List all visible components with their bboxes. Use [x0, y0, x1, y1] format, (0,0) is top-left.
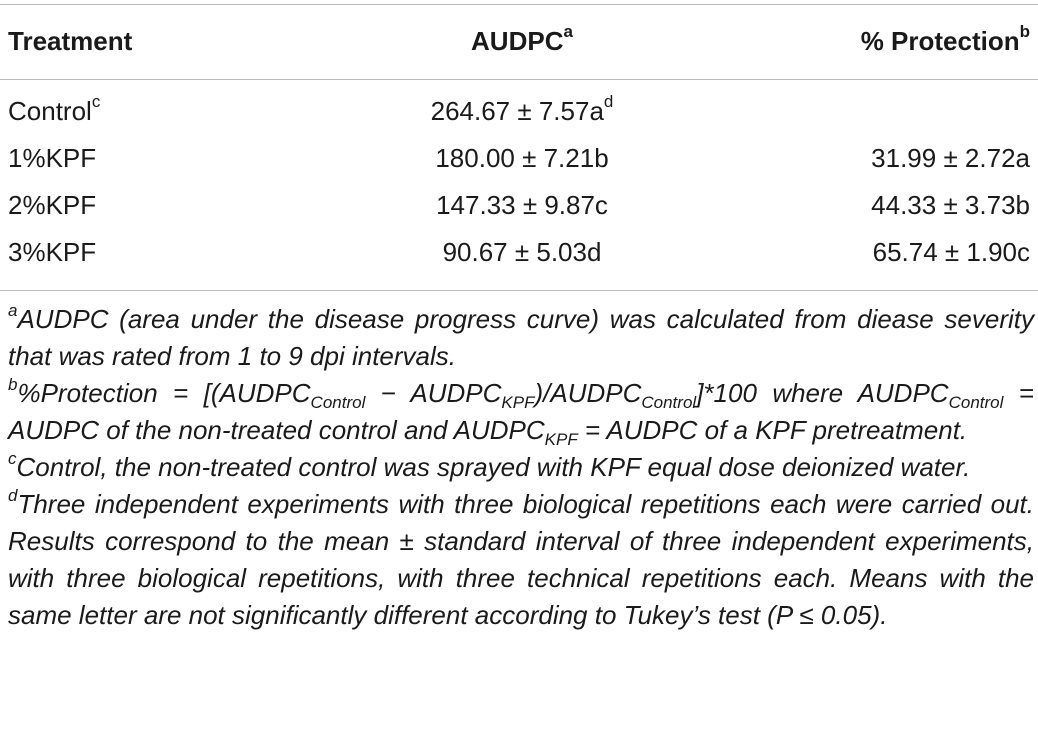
header-rule — [0, 79, 1038, 80]
table-row-control-audpc: $264.67 \pm 7.57a^d$ — [430, 92, 614, 126]
footnote-a-mark: a — [8, 301, 18, 321]
table-row-2kpf-treatment: 2%KPF — [8, 190, 97, 220]
table-row-3kpf-audpc: 90.67 ± 5.03d — [442, 237, 602, 267]
audpc-footnote-mark: d — [603, 92, 614, 112]
table-top-rule — [0, 4, 1038, 5]
footnote-b: $^b$%Protection = [($AUDPC_{Control}$ − $AUDPC_{KPF})/AUDPC_{Control}]*100$ where $AUDPC_{Control}$ = AUDPC of the non-treated control and $AUDPC_{KPF}$ = AUDPC of a KPF pretreatment. — [8, 375, 1034, 450]
table-row-control-treatment: Control$^c$ — [8, 92, 101, 126]
footnote-d-text: Three independent experiments with three biological repetitions each were carried out. Results correspond to the mean ± standard interval of three independent experiments, with three biological repetitions, with three technical repetitions each. Means with the same letter are not significantly different according to Tukey’s test (P ≤ 0.05). — [8, 489, 1034, 630]
table-row-3kpf-treatment: 3%KPF — [8, 237, 97, 267]
table-row-1kpf-audpc: 180.00 ± 7.21b — [435, 143, 609, 173]
control-footnote-mark: c — [91, 92, 101, 112]
header-protection: % Protection$^b$ — [860, 22, 1030, 56]
footnote-a-text: AUDPC (area under the disease progress curve) was calculated from diease severity that was rated from 1 to 9 dpi intervals. — [8, 304, 1034, 371]
table-row-1kpf-treatment: 1%KPF — [8, 143, 97, 173]
footnote-b-mark: b — [8, 375, 18, 395]
footnote-c — [8, 449, 1034, 486]
header-treatment: Treatment — [8, 26, 133, 56]
footnote-d — [8, 486, 1034, 634]
footnote-c-text: Control, the non-treated control was sprayed with KPF equal dose deionized water. — [16, 452, 971, 482]
header-audpc: AUDPC$^a$ — [471, 22, 573, 56]
footnote-a — [8, 301, 1034, 375]
footnote-d-mark: d — [8, 486, 18, 506]
table-row-2kpf-audpc: 147.33 ± 9.87c — [436, 190, 608, 220]
footnote-c-mark: c — [8, 449, 17, 469]
header-audpc-footnote-mark: a — [563, 22, 573, 42]
table-footnotes — [8, 301, 1034, 634]
table-row-1kpf-protection: 31.99 ± 2.72a — [871, 143, 1030, 173]
table-row-3kpf-protection: 65.74 ± 1.90c — [872, 237, 1030, 267]
header-protection-footnote-mark: b — [1019, 22, 1030, 42]
table-row-2kpf-protection: 44.33 ± 3.73b — [871, 190, 1030, 220]
table-bottom-rule — [0, 290, 1038, 291]
